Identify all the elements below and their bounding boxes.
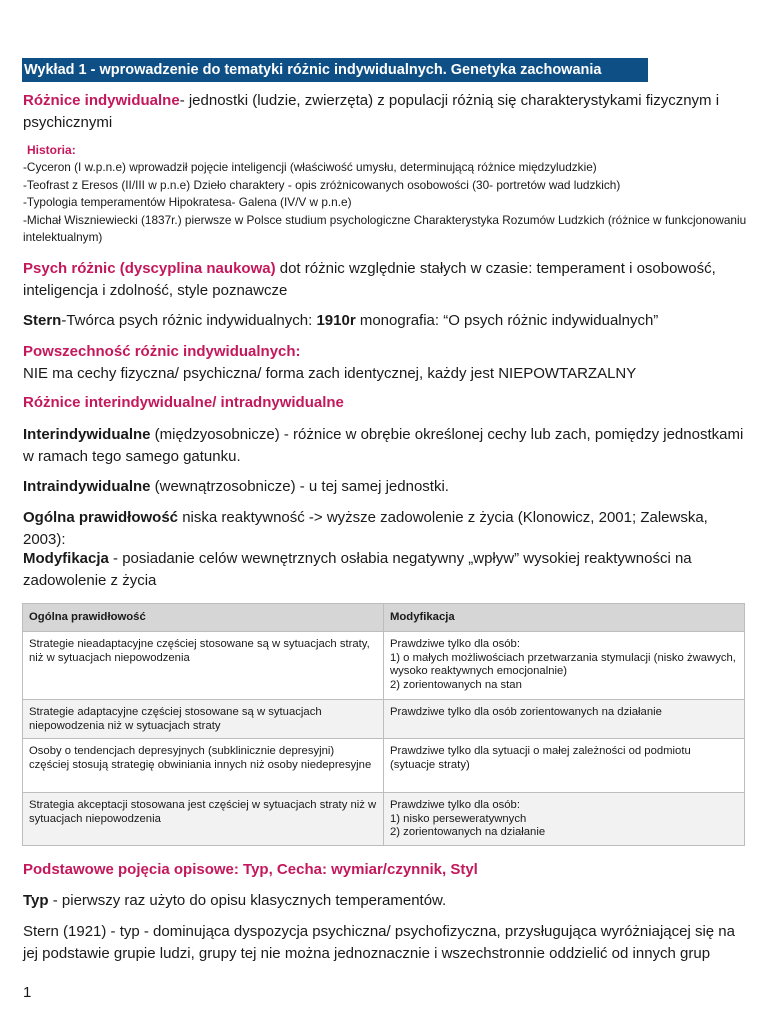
psych-term: Psych różnic (dyscyplina naukowa) [23, 260, 276, 277]
table-header-cell: Modyfikacja [384, 604, 745, 632]
podstawowe-heading-text: Podstawowe pojęcia opisowe: Typ, Cecha: wymiar/czynnik, Styl [23, 861, 478, 878]
interindywidualne-paragraph [23, 424, 753, 468]
powszechnosc-heading: Powszechność różnic indywidualnych: [23, 343, 301, 360]
historia-item: -Teofrast z Eresos (II/III w p.n.e) Dzieło charaktery - opis zróżnicowanych osobowości (30- portretów wad ludzkich) [23, 177, 621, 192]
historia-list [23, 159, 753, 247]
intra-term: Intraindywidualne [23, 478, 151, 495]
table-cell-line: 2) zorientowanych na stan [390, 678, 522, 691]
typ-text: - pierwszy raz użyto do opisu klasycznych temperamentów. [48, 892, 447, 909]
ogolna-term: Ogólna prawidłowość [23, 509, 179, 526]
typ-paragraph [23, 890, 753, 912]
table-cell: Strategie adaptacyjne częściej stosowane są w sytuacjach niepowodzenia niż w sytuacjach straty [23, 700, 384, 739]
historia-item: -Typologia temperamentów Hipokratesa- Galena (IV/V w p.n.e) [23, 195, 352, 209]
table-header-cell: Ogólna prawidłowość [23, 604, 384, 632]
modyfikacja-term: Modyfikacja [23, 550, 109, 567]
psych-text: dot różnic względnie stałych w czasie: temperament i osobowość, inteligencja i zdolność, style poznawcze [23, 260, 716, 299]
historia-item: -Cyceron (I w.p.n.e) wprowadził pojęcie inteligencji (właściwość umysłu, determinującą różnice międzyludzkie) [23, 160, 597, 174]
stern-term: Stern [23, 312, 62, 329]
intraindywidualne-paragraph [23, 476, 753, 498]
table-row [23, 700, 745, 739]
table-cell [384, 793, 745, 846]
table-cell-line: Prawdziwe tylko dla osób: [390, 638, 520, 650]
ogolna-prawidlowosc-paragraph [23, 507, 753, 551]
powszechnosc-text: NIE ma cechy fizyczna/ psychiczna/ forma zach identycznej, każdy jest NIEPOWTARZALNY [23, 365, 637, 382]
stern-text: -Twórca psych różnic indywidualnych: [61, 312, 317, 329]
inter-intra-heading-text: Różnice interindywidualne/ intradnywidualne [23, 394, 344, 411]
roznice-text: - jednostki (ludzie, zwierzęta) z populacji różnią się charakterystykami fizycznym i psychicznymi [23, 92, 720, 131]
stern-1921-paragraph: Stern (1921) - typ - dominująca dyspozycja psychiczna/ psychofizyczna, przysługująca wyróżniającej się na jej podstawie grupie ludzi, grupy tej nie można jednoznacznie i wszechstronnie oddzielić od innych grup [23, 923, 735, 962]
intra-text: (wewnątrzosobnicze) - u tej samej jednostki. [150, 478, 449, 495]
table-cell-line: Prawdziwe tylko dla osób zorientowanych na działanie [390, 706, 662, 718]
page-number: 1 [23, 984, 32, 1001]
table-cell: Osoby o tendencjach depresyjnych (subklinicznie depresyjni) częściej stosują strategię obwiniania innych niż osoby niedepresyjne [23, 739, 384, 793]
stern-year: 1910r [316, 312, 356, 329]
stern-text-2: monografia: “O psych różnic indywidualnych” [355, 312, 659, 329]
powszechnosc-paragraph [23, 341, 753, 385]
roznice-indywidualne-paragraph [23, 90, 753, 134]
table-row [23, 793, 745, 846]
modyfikacja-text: - posiadanie celów wewnętrznych osłabia negatywny „wpływ” wysokiej reaktywności na zadowolenie z życia [23, 550, 692, 589]
ogolna-text: niska reaktywność -> wyższe zadowolenie z życia (Klonowicz, 2001; Zalewska, 2003): [23, 509, 708, 548]
historia-title: Historia [27, 143, 72, 157]
historia-item: -Michał Wiszniewiecki (1837r.) pierwsze w Polsce studium psychologiczne Charakterystyka Rozumów Ludzkich (różnice w funkcjonowaniu intelektualnym) [23, 212, 747, 244]
lecture-title: Wykład 1 - wprowadzenie do tematyki różnic indywidualnych. Genetyka zachowania [22, 58, 648, 82]
historia-section: Historia: [27, 143, 76, 157]
modyfikacja-paragraph [23, 548, 753, 592]
podstawowe-heading [23, 859, 753, 881]
table-cell [384, 632, 745, 700]
table-cell-line: 1) o małych możliwościach przetwarzania stymulacji (nisko żwawych, wysoko reaktywnych emocjonalnie) [390, 651, 736, 677]
table-header-row [23, 604, 745, 632]
table-cell-line: Prawdziwe tylko dla sytuacji o małej zależności od podmiotu (sytuacje straty) [390, 745, 691, 771]
table-cell: Strategie nieadaptacyjne częściej stosowane są w sytuacjach straty, niż w sytuacjach niepowodzenia [23, 632, 384, 700]
table-cell-line: 1) nisko perseweratywnych [390, 812, 527, 825]
typ-term: Typ [23, 892, 49, 909]
table-row [23, 632, 745, 700]
inter-term: Interindywidualne [23, 426, 151, 443]
table-row [23, 739, 745, 793]
inter-intra-heading [23, 392, 753, 414]
table-cell [384, 700, 745, 739]
roznice-term: Różnice indywidualne [23, 92, 180, 109]
table-cell-line: 2) zorientowanych na działanie [390, 826, 546, 838]
stern-paragraph [23, 310, 753, 332]
inter-text: (międzyosobnicze) - różnice w obrębie określonej cechy lub zach, pomiędzy jednostkami w ramach tego samego gatunku. [23, 426, 744, 465]
psych-roznic-paragraph [23, 258, 753, 302]
table-cell-line: Prawdziwe tylko dla osób: [390, 799, 520, 811]
table-cell: Strategia akceptacji stosowana jest częściej w sytuacjach straty niż w sytuacjach niepowodzenia [23, 793, 384, 846]
table-cell [384, 739, 745, 793]
comparison-table [22, 603, 745, 846]
